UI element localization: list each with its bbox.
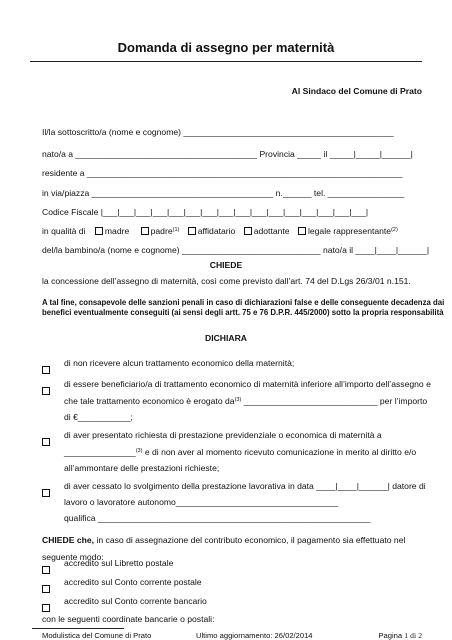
footnote-ref: (3) [135, 448, 143, 454]
role-label: in qualità di [42, 226, 86, 236]
street-field[interactable]: in via/piazza ______________________________________ n.______ tel. ________________ [42, 188, 405, 198]
warning-text-line2: benefici eventualmente conseguiti (ai sensi degli artt. 75 e 76 D.P.R. 445/2000) sotto la propria responsabilità [42, 308, 444, 317]
dichiara-item-3-line1: di aver presentato richiesta di prestazione previdenziale o economica di maternità a [64, 430, 382, 440]
page-title: Domanda di assegno per maternità [117, 40, 335, 55]
footer-source: Modulistica del Comune di Prato [42, 631, 152, 640]
checkbox-icon[interactable] [42, 585, 50, 593]
birth-field[interactable]: nato/a a ______________________________________ Provincia _____ il _____|_____|______| [42, 149, 413, 159]
footnote-ref: (3) [234, 397, 242, 403]
applicant-name-field[interactable]: Il/la sottoscritto/a (nome e cognome) ____________________________________________ [42, 127, 394, 137]
footnote-divider [32, 628, 124, 629]
title-divider [30, 61, 422, 62]
checkbox-icon[interactable] [42, 438, 50, 446]
dichiara-item-3-line3: all’ammontare delle prestazioni richieste; [64, 463, 220, 473]
dichiara-checkbox-1[interactable] [42, 360, 52, 378]
checkbox-icon[interactable] [141, 227, 149, 235]
chiede-text: la concessione dell’assegno di maternità, così come previsto dall’art. 74 del D.Lgs 26/3/01 n.151. [42, 276, 411, 286]
institution-field[interactable]: _______________ [64, 447, 136, 457]
role-row [42, 226, 398, 236]
role-option-padre[interactable]: padre$^{(1)}$ [141, 226, 180, 236]
tax-code-label: Codice Fiscale [42, 207, 99, 217]
dichiara-heading: DICHIARA [204, 333, 247, 343]
role-option-affidatario[interactable]: affidatario [188, 226, 236, 236]
dichiara-checkbox-2[interactable] [42, 381, 52, 399]
payment-option-postale: accredito sul Conto corrente postale [64, 577, 202, 587]
footnote-ref: (2) [391, 227, 398, 233]
payment-option-bancario: accredito sul Conto corrente bancario [64, 596, 207, 606]
payment-intro-line2: seguente modo: [42, 552, 104, 562]
employer-field[interactable]: lavoro o lavoratore autonomo__________________________________ [64, 497, 339, 507]
dichiara-item-3-line2: _______________$^{(3)}$ e di non aver al momento ricevuto comunicazione in merito al diritto e/o [64, 447, 417, 457]
checkbox-icon[interactable] [42, 604, 50, 612]
provider-field[interactable]: ____________________________ per l’importo [243, 396, 428, 406]
qualification-field[interactable]: qualifica _________________________________________________________ [64, 513, 371, 523]
footnote-ref: (1) [172, 227, 180, 233]
dichiara-item-1: di non ricevere alcun trattamento economico della maternità; [64, 358, 295, 368]
warning-text-line1: A tal fine, consapevole delle sanzioni penali in caso di dichiarazioni false e delle conseguente decadenza dai [42, 298, 445, 307]
checkbox-icon[interactable] [188, 227, 196, 235]
child-field[interactable]: del/la bambino/a (nome e cognome) _____________________________ nato/a il ____|____|______| [42, 245, 430, 255]
dichiara-item-4-line1[interactable]: di aver cessato lo svolgimento della prestazione lavorativa in data ____|____|______| datore di [64, 481, 426, 491]
dichiara-item-2-line2: che tale trattamento economico è erogato $da^{(3)}$ ____________________________ per l’importo [64, 396, 428, 406]
residence-field[interactable]: residente a __________________________________________________________________ [42, 168, 403, 178]
checkbox-icon[interactable] [42, 566, 50, 574]
tax-code-boxes[interactable]: |___|___|___|___|___|___|___|___|___|___|___|___|___|___|___|___| [100, 207, 369, 217]
checkbox-icon[interactable] [42, 366, 50, 374]
role-option-adottante[interactable]: adottante [244, 226, 290, 236]
payment-checkbox-postale[interactable] [42, 579, 52, 597]
role-option-madre[interactable]: madre [95, 226, 129, 236]
role-option-legale-rappresentante[interactable]: legale rappresentante$^{(2)}$ [298, 226, 398, 236]
checkbox-icon[interactable] [95, 227, 103, 235]
dichiara-checkbox-3[interactable] [42, 432, 52, 450]
footer-page-number: Pagina 1 di 2 [378, 631, 422, 640]
checkbox-icon[interactable] [42, 387, 50, 395]
amount-field[interactable]: di €___________; [64, 412, 133, 422]
dichiara-item-2-line1: di essere beneficiario/a di trattamento economico di maternità inferiore all’importo dell’assegno e [64, 379, 431, 389]
checkbox-icon[interactable] [298, 227, 306, 235]
payment-option-libretto: accredito sul Libretto postale [64, 558, 174, 568]
footer-updated: Ultimo aggiornamento: 26/02/2014 [196, 631, 313, 640]
payment-intro-line1: CHIEDE che, in caso di assegnazione del contributo economico, il pagamento sia effettuato nel [42, 535, 406, 545]
checkbox-icon[interactable] [244, 227, 252, 235]
payment-checkbox-libretto[interactable] [42, 560, 52, 578]
recipient: Al Sindaco del Comune di Prato [291, 86, 422, 96]
chiede-heading: CHIEDE [209, 260, 243, 270]
checkbox-icon[interactable] [42, 489, 50, 497]
coordinates-label: con le seguenti coordinate bancarie o postali: [42, 614, 215, 624]
dichiara-checkbox-4[interactable] [42, 483, 52, 501]
tax-code-row [42, 207, 368, 217]
